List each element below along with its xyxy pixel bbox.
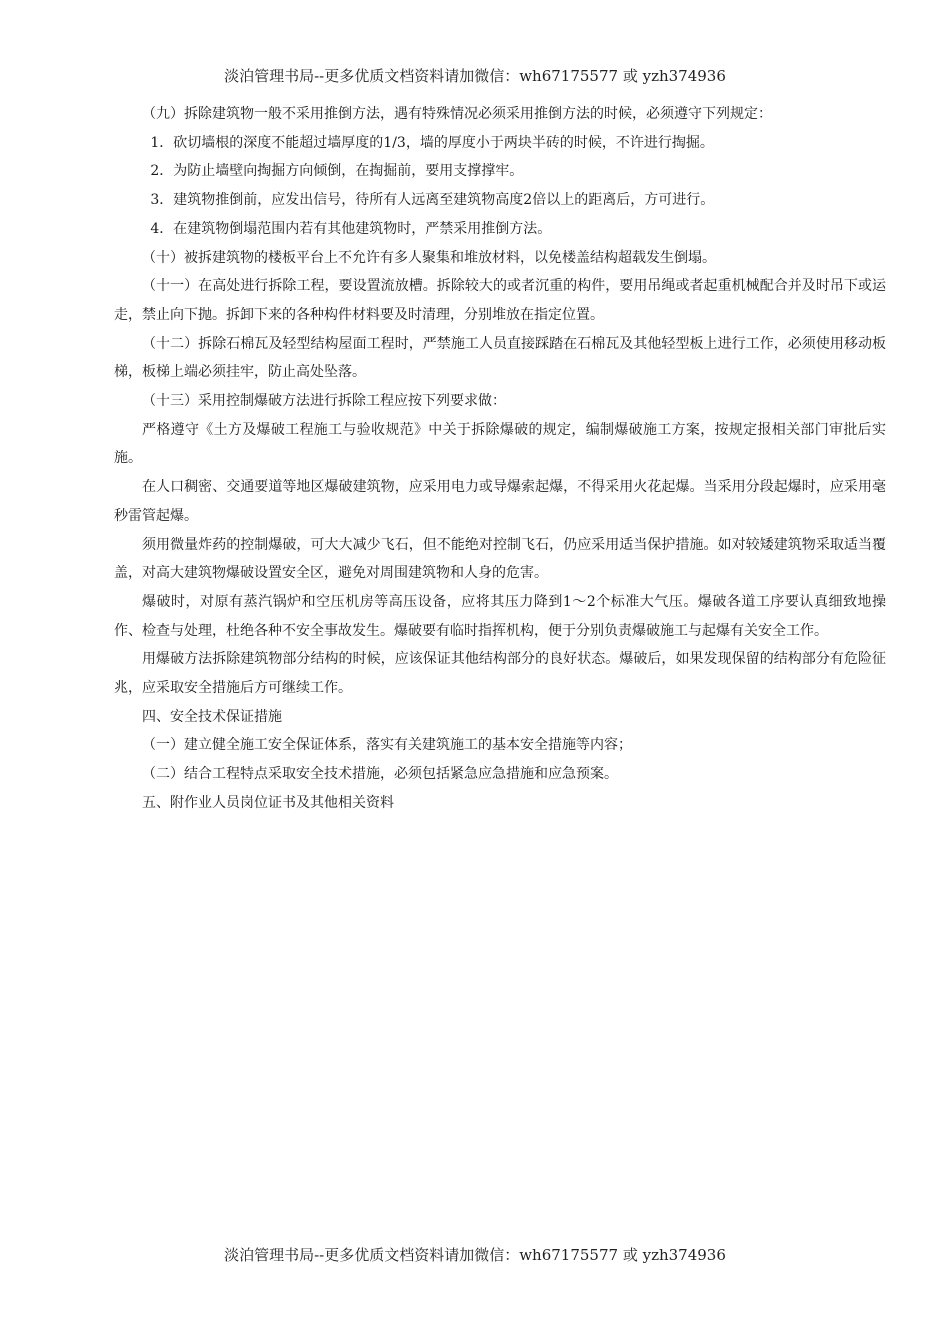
list-item-4: 4．在建筑物倒塌范围内若有其他建筑物时，严禁采用推倒方法。 (150, 220, 552, 237)
paragraph-9: （九）拆除建筑物一般不采用推倒方法，遇有特殊情况必须采用推倒方法的时候，必须遵守下列规定： (142, 106, 772, 122)
page-footer: 淡泊管理书局--更多优质文档资料请加微信：wh67175577 或 yzh374936 (224, 1246, 726, 1264)
section-heading-4: 四、安全技术保证措施 (142, 708, 282, 725)
list-item-1: 1．砍切墙根的深度不能超过墙厚度的1/3，墙的厚度小于两块半砖的时候，不许进行掏掘。 (150, 134, 714, 151)
blasting-paragraph-4: 爆破时，对原有蒸汽锅炉和空压机房等高压设备，应将其压力降到1～2个标准大气压。爆破各道工序要认真细致地操作、检查与处理，杜绝各种不安全事故发生。爆破要有临时指挥机构，便于分别负责爆破施工与起爆有关安全工作。 (114, 593, 886, 639)
blasting-paragraph-5: 用爆破方法拆除建筑物部分结构的时候，应该保证其他结构部分的良好状态。爆破后，如果发现保留的结构部分有危险征兆，应采取安全措施后方可继续工作。 (114, 651, 886, 697)
blasting-paragraph-1: 严格遵守《土方及爆破工程施工与验收规范》中关于拆除爆破的规定，编制爆破施工方案，按规定报相关部门审批后实施。 (114, 421, 886, 467)
paragraph-13: （十三）采用控制爆破方法进行拆除工程应按下列要求做： (142, 393, 506, 410)
section-4-item-1: （一）建立健全施工安全保证体系，落实有关建筑施工的基本安全措施等内容； (142, 737, 632, 754)
blasting-paragraph-3: 须用微量炸药的控制爆破，可大大减少飞石，但不能绝对控制飞石，仍应采用适当保护措施。如对较矮建筑物采取适当覆盖，对高大建筑物爆破设置安全区，避免对周围建筑物和人身的危害。 (114, 536, 886, 582)
paragraph-12: （十二）拆除石棉瓦及轻型结构屋面工程时，严禁施工人员直接踩踏在石棉瓦及其他轻型板上进行工作，必须使用移动板梯，板梯上端必须挂牢，防止高处坠落。 (114, 335, 886, 381)
list-item-2: 2．为防止墙壁向掏掘方向倾倒，在掏掘前，要用支撑撑牢。 (150, 163, 524, 180)
page-header: 淡泊管理书局--更多优质文档资料请加微信：wh67175577 或 yzh374936 (224, 67, 726, 85)
blasting-paragraph-2: 在人口稠密、交通要道等地区爆破建筑物，应采用电力或导爆索起爆，不得采用火花起爆。当采用分段起爆时，应采用毫秒雷管起爆。 (114, 479, 886, 524)
list-item-3: 3．建筑物推倒前，应发出信号，待所有人远离至建筑物高度2倍以上的距离后，方可进行。 (150, 192, 715, 209)
section-heading-5: 五、附作业人员岗位证书及其他相关资料 (142, 794, 394, 811)
paragraph-11: （十一）在高处进行拆除工程，要设置流放槽。拆除较大的或者沉重的构件，要用吊绳或者起重机械配合并及时吊下或运走，禁止向下抛。拆卸下来的各种构件材料要及时清理，分别堆放在指定位置。 (114, 278, 886, 323)
document-body (114, 100, 886, 818)
section-4-item-2: （二）结合工程特点采取安全技术措施，必须包括紧急应急措施和应急预案。 (142, 766, 618, 783)
paragraph-10: （十）被拆建筑物的楼板平台上不允许有多人聚集和堆放材料，以免楼盖结构超载发生倒塌。 (142, 249, 716, 266)
